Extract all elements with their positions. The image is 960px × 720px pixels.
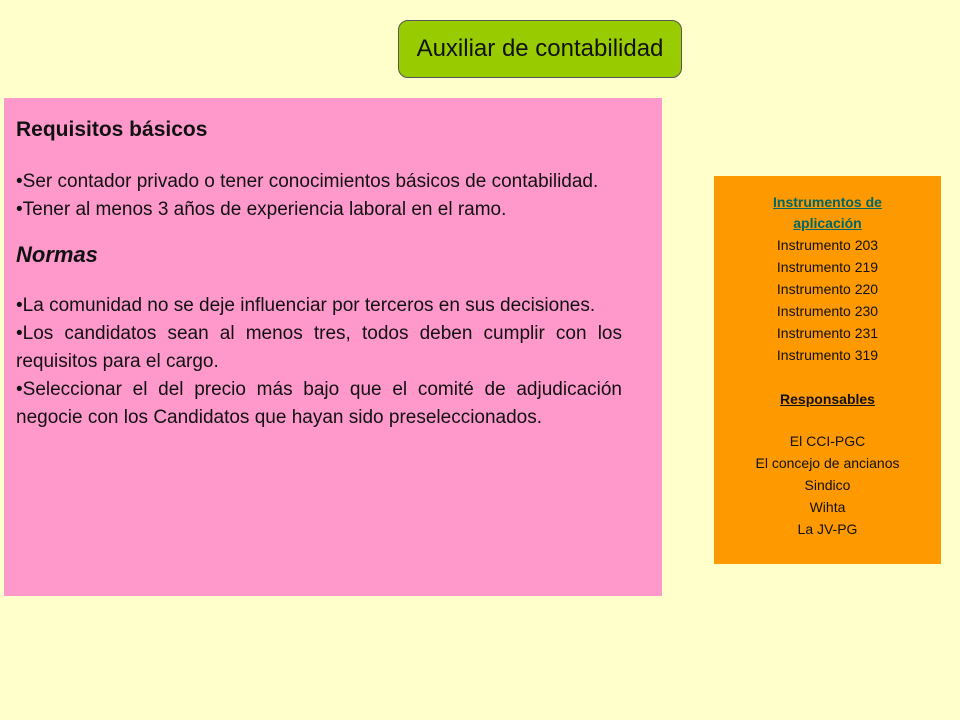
instrumentos-link[interactable]: Instrumentos de aplicación	[773, 194, 882, 231]
responsables-heading: Responsables	[780, 391, 875, 407]
responsable-item: Sindico	[804, 477, 851, 493]
norma-item: •Los candidatos sean al menos tres, todos deben cumplir con los requisitos para el cargo.	[16, 323, 622, 372]
instrumento-item: Instrumento 219	[776, 259, 879, 275]
instrumento-item: Instrumento 231	[776, 325, 879, 341]
instrumento-item: Instrumento 319	[776, 347, 879, 363]
norma-item: •La comunidad no se deje influenciar por terceros en sus decisiones.	[16, 295, 596, 316]
normas-heading: Normas	[16, 242, 98, 267]
main-content-panel	[4, 98, 662, 596]
instrumento-item: Instrumento 220	[776, 281, 879, 297]
requisito-item: •Ser contador privado o tener conocimientos básicos de contabilidad.	[16, 171, 599, 192]
instrumento-item: Instrumento 230	[776, 303, 879, 319]
responsable-item: Wihta	[809, 499, 846, 515]
side-panel	[714, 176, 941, 564]
instrumento-item: Instrumento 203	[776, 237, 879, 253]
responsable-item: La JV-PG	[797, 521, 858, 537]
requisito-item: •Tener al menos 3 años de experiencia laboral en el ramo.	[16, 199, 507, 220]
page-title: Auxiliar de contabilidad	[398, 20, 682, 78]
requisitos-heading: Requisitos básicos	[16, 118, 208, 141]
norma-item: •Seleccionar el del precio más bajo que el comité de adjudicación negocie con los Candidatos que hayan sido preseleccionados.	[16, 379, 622, 428]
responsable-item: El concejo de ancianos	[755, 455, 900, 471]
responsable-item: El CCI-PGC	[789, 433, 866, 449]
